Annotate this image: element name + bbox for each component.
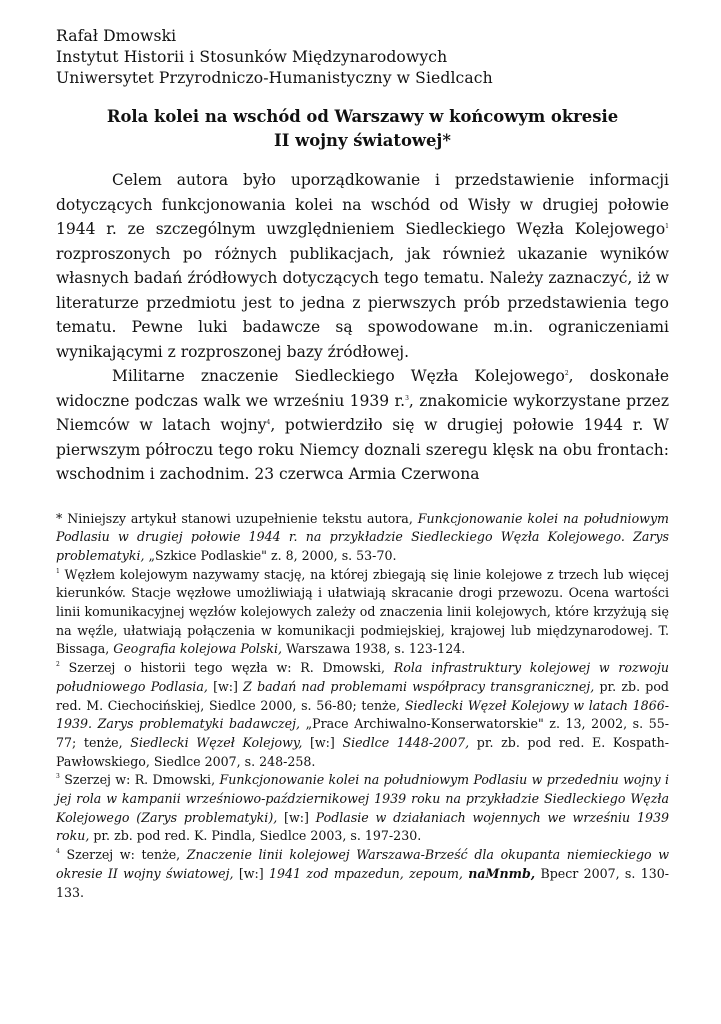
body-text-run: , potwierdziło się w drugiej połowie 1944 r. W pierwszym półroczu tego roku Niemcy doznali szeregu klęsk na obu frontach: wschodnim i zachodnim. 23 czerwca Armia Czerwona [56, 416, 669, 483]
footnote-italic: Funkcjonowanie kolei na południowym Podlasiu w przededniu wojny i jej rola w kampanii wrześniowo-październikowej 1939 roku na przykładzie Siedleckiego Węzła Kolejowego (Zarys problematyki), [56, 772, 669, 825]
article-title [56, 105, 669, 152]
title-line-2: II wojny światowej* [274, 130, 451, 150]
footnote-text: Szerzej o historii tego węzła w: R. Dmowski, [59, 660, 394, 676]
title-line-1: Rola kolei na wschód od Warszawy w końcowym okresie [106, 107, 619, 126]
footnote-text: [w:] [207, 678, 244, 694]
footnote-text: [w:] [233, 865, 269, 881]
footnote-3 [56, 771, 669, 846]
body-text-run: , doskonałe widoczne podczas walk we wrześniu 1939 r. [56, 367, 669, 410]
footnote-text: „Prace Archiwalno-Konserwatorskie" z. 13, 2002, s. 55-77; tenże, [56, 716, 669, 750]
footnote-2 [56, 659, 669, 771]
author-name: Rafał Dmowski [56, 27, 177, 45]
footnote-italic: Znaczenie linii kolejowej Warszawa-Brześć dla okupanta niemieckiego w okresie II wojny światowej, [56, 847, 669, 881]
footnote-text: * Niniejszy artykuł stanowi uzupełnienie tekstu autora, [56, 510, 418, 526]
body-text-run: Militarne znaczenie Siedleckiego Węzła Kolejowego [112, 367, 565, 385]
footnote-text: pr. zb. pod red. K. Pindla, Siedlce 2003, s. 197-230. [89, 828, 422, 844]
footnotes [56, 510, 669, 903]
body-text-run: rozproszonych po różnych publikacjach, jak również ukazanie wyników własnych badań źródłowych dotyczących tego tematu. Należy zaznaczyć, iż w literaturze przedmiotu jest to jedna z pierwszych prób przedstawienia tego tematu. Pewne luki badawcze są spowodowane m.in. ograniczeniami wynikającymi z rozproszonej bazy źródłowej. [56, 244, 669, 361]
footnote-text: Warszawa 1938, s. 123-124. [282, 641, 466, 657]
body-text-run: Celem autora było uporządkowanie i przedstawienie informacji dotyczących funkcjonowania kolei na wschód od Wisły w drugiej połowie 1944 r. ze szczególnym uwzględnieniem Siedleckiego Węzła Kolejowego [56, 171, 669, 238]
footnote-italic: Funkcjonowanie kolei na południowym Podlasiu w drugiej połowie 1944 r. na przykładzie Siedleckiego Węzła Kolejowego. Zarys problematyki, [56, 510, 669, 563]
footnote-text: [w:] [277, 809, 316, 825]
footnote-mark: 2 [56, 661, 60, 669]
footnote-italic: Podlasie w działaniach wojennych we wrześniu 1939 roku, [56, 809, 669, 844]
footnote-italic: Rola infrastruktury kolejowej w rozwoju południowego Podlasia, [56, 660, 670, 694]
footnote-italic: 1941 zod mpazedun, zepoum, [268, 865, 463, 881]
article-body [56, 168, 669, 487]
footnote-1 [56, 566, 669, 660]
body-paragraph-2 [56, 364, 669, 487]
footnote-mark: 3 [56, 773, 60, 781]
footnote-ref-2: 2 [564, 370, 569, 377]
author-university: Uniwersytet Przyrodniczo-Humanistyczny w Siedlcach [56, 69, 493, 87]
footnote-star [56, 510, 669, 566]
footnote-italic: Siedlce 1448-2007, [342, 734, 470, 750]
footnote-mark: 1 [56, 567, 60, 575]
footnote-text: Szerzej w: R. Dmowski, [59, 772, 220, 788]
footnote-text: Bpecr 2007, s. 130-133. [56, 865, 669, 900]
body-paragraph-1 [56, 168, 669, 364]
footnote-italic: Geografia kolejowa Polski, [113, 641, 283, 657]
footnote-ref-3: 3 [405, 394, 409, 402]
footnote-text: Szerzej w: tenże, [59, 847, 187, 863]
footnote-italic: Siedlecki Węzeł Kolejowy w latach 1866-1939. Zarys problematyki badawczej, [56, 697, 669, 732]
footnote-ref-1: 1 [665, 223, 669, 230]
footnote-text: [w:] [302, 734, 343, 750]
footnote-text: pr. zb. pod red. E. Kospath-Pawłowskiego, Siedlce 2007, s. 248-258. [56, 734, 669, 769]
author-institute: Instytut Historii i Stosunków Międzynarodowych [56, 48, 448, 66]
footnote-4 [56, 846, 669, 902]
footnote-bold-italic: naMnmb, [468, 865, 536, 881]
footnote-italic: Z badań nad problemami współpracy transgranicznej, [243, 678, 595, 694]
footnote-text: pr. zb. pod red. M. Ciechocińskiej, Siedlce 2000, s. 56-80; tenże, [56, 678, 669, 713]
author-block [56, 26, 669, 89]
footnote-ref-4: 4 [266, 419, 271, 426]
page [56, 26, 669, 902]
footnote-italic: Siedlecki Węzeł Kolejowy, [130, 734, 303, 750]
body-text-run: , znakomicie wykorzystane przez Niemców w latach wojny [56, 391, 669, 434]
footnote-text: „Szkice Podlaskie" z. 8, 2000, s. 53-70. [144, 547, 397, 563]
footnote-text: Węzłem kolejowym nazywamy stację, na której zbiegają się linie kolejowe z trzech lub więcej kierunków. Stacje węzłowe umożliwiają i ułatwiają skracanie drogi przewozu. Ocena wartości linii komunikacyjnej węzłów kolejowych zależy od znaczenia linii kolejowych, które krzyżują się na węźle, ułatwiają połączenia w komunikacji podmiejskiej, krajowej lub międzynarodowej. T. Bissaga, [56, 566, 669, 657]
footnote-mark: 4 [56, 848, 60, 856]
